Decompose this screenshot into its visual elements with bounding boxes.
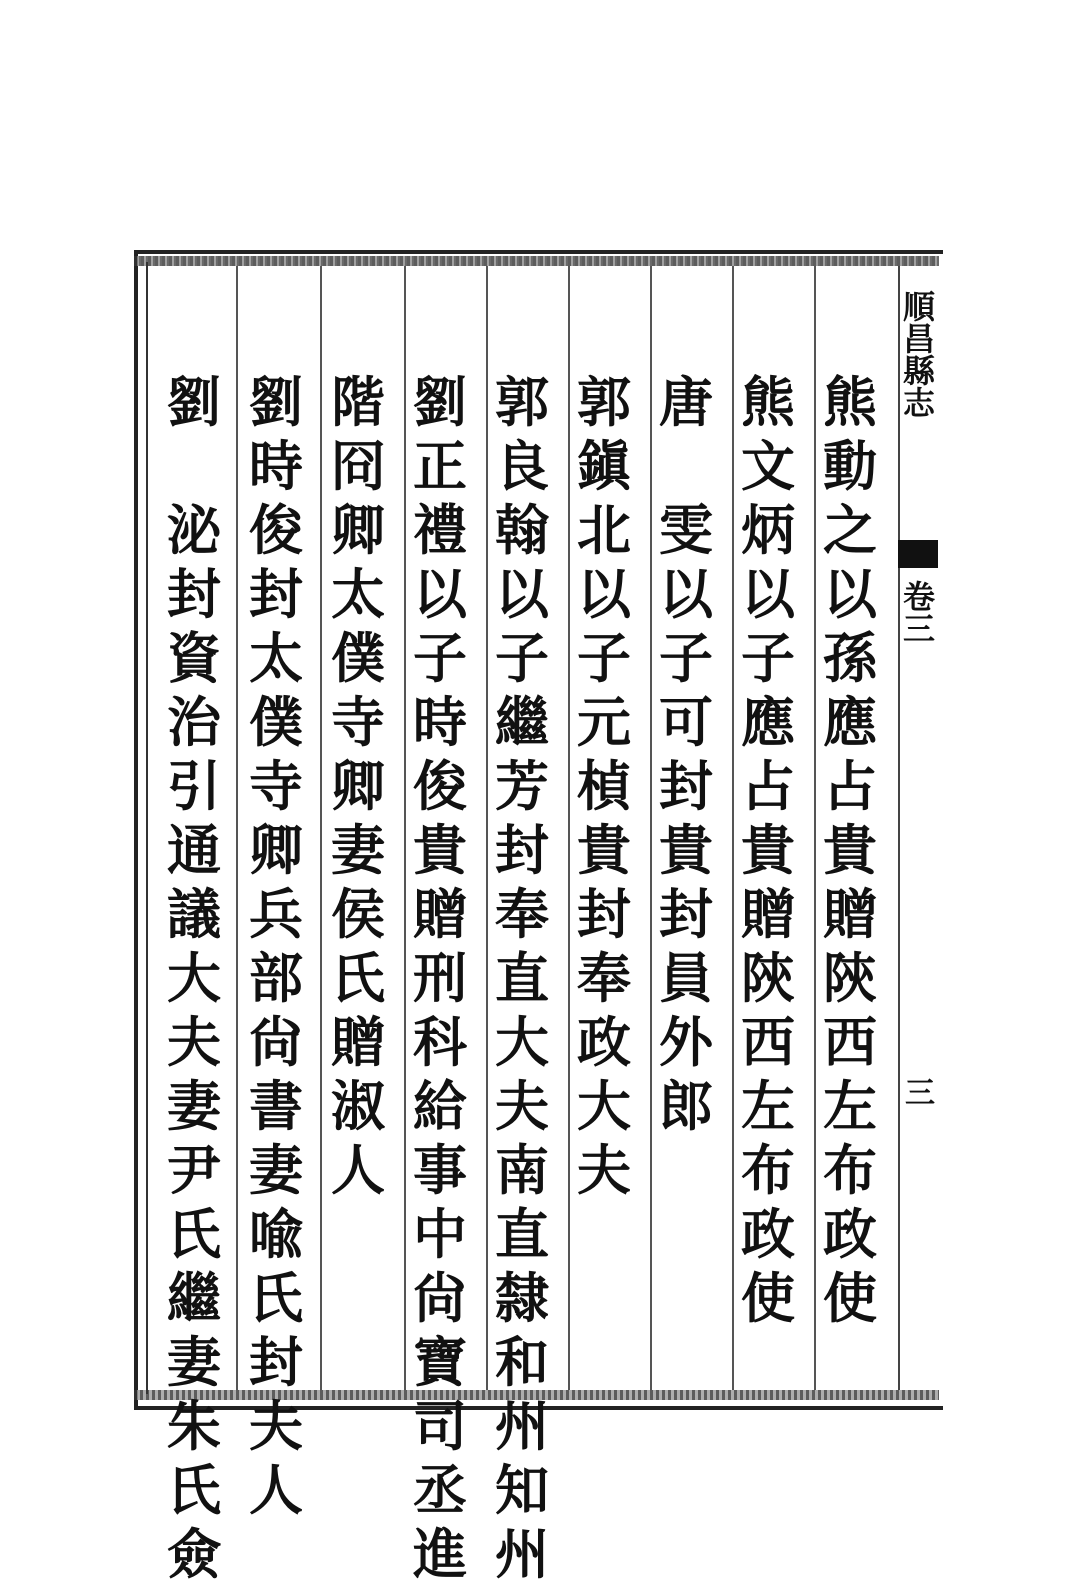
character: 以: [577, 562, 631, 626]
character: 可: [659, 690, 713, 754]
character: 贈: [823, 882, 877, 946]
character: 泌: [167, 498, 221, 562]
text-column-2: [738, 370, 798, 1330]
character: 西: [823, 1010, 877, 1074]
character: 左: [823, 1074, 877, 1138]
character: 郭: [495, 370, 549, 434]
character: 熊: [823, 370, 877, 434]
column-divider: [732, 266, 734, 1390]
character: 大: [577, 1074, 631, 1138]
character: 夫: [577, 1138, 631, 1202]
character: 文: [741, 434, 795, 498]
character: 隸: [495, 1266, 549, 1330]
character: 子: [659, 626, 713, 690]
character: 人: [331, 1138, 385, 1202]
character: 以: [741, 562, 795, 626]
fish-tail-mark: [898, 540, 938, 568]
text-column-8: [246, 370, 306, 1522]
character: 以: [659, 562, 713, 626]
character: 卿: [331, 498, 385, 562]
character: 寶: [413, 1330, 467, 1394]
frame-top-border: [134, 256, 939, 266]
character: 刑: [413, 946, 467, 1010]
character: 階: [331, 370, 385, 434]
character: 氏: [167, 1458, 221, 1522]
character: 大: [495, 1010, 549, 1074]
character: 卿: [331, 754, 385, 818]
character: 北: [577, 498, 631, 562]
character: 俊: [413, 754, 467, 818]
character: 事: [413, 1138, 467, 1202]
character: 兵: [249, 882, 303, 946]
character: 科: [413, 1010, 467, 1074]
column-divider: [650, 266, 652, 1390]
character: 太: [249, 626, 303, 690]
character: 使: [741, 1266, 795, 1330]
character: 氏: [331, 946, 385, 1010]
character: 繼: [495, 690, 549, 754]
character: 司: [413, 1394, 467, 1458]
character: 鎭: [577, 434, 631, 498]
character: 妻: [331, 818, 385, 882]
character: 夫: [167, 1010, 221, 1074]
character: 占: [741, 754, 795, 818]
character: 陝: [741, 946, 795, 1010]
character: 楨: [577, 754, 631, 818]
character: 子: [741, 626, 795, 690]
character: 劉: [413, 370, 467, 434]
text-column-6: [410, 370, 470, 1586]
character: 冏: [331, 434, 385, 498]
character: 繼: [167, 1266, 221, 1330]
character: 以: [823, 562, 877, 626]
column-divider: [236, 266, 238, 1390]
character: 良: [495, 434, 549, 498]
character: 應: [823, 690, 877, 754]
character: 人: [249, 1458, 303, 1522]
character: 貴: [413, 818, 467, 882]
character: 部: [249, 946, 303, 1010]
character: 熊: [741, 370, 795, 434]
character: 資: [167, 626, 221, 690]
character: 動: [823, 434, 877, 498]
character: 書: [249, 1074, 303, 1138]
character: 封: [249, 1330, 303, 1394]
character: 劉: [249, 370, 303, 434]
column-divider: [404, 266, 406, 1390]
character: 僕: [331, 626, 385, 690]
character: 氏: [167, 1202, 221, 1266]
text-column-5: [492, 370, 552, 1586]
character: 治: [167, 690, 221, 754]
character: 西: [741, 1010, 795, 1074]
character: 占: [823, 754, 877, 818]
character: 僕: [249, 690, 303, 754]
column-divider: [568, 266, 570, 1390]
character: 僉: [167, 1522, 221, 1586]
character: 雯: [659, 498, 713, 562]
character: 和: [495, 1330, 549, 1394]
margin-book-title: 順昌縣志: [898, 290, 936, 418]
character: 子: [495, 626, 549, 690]
character: 元: [577, 690, 631, 754]
character: 唐: [659, 370, 713, 434]
character: 布: [741, 1138, 795, 1202]
character: 封: [249, 562, 303, 626]
character: 正: [413, 434, 467, 498]
character: 喩: [249, 1202, 303, 1266]
margin-volume: 卷三: [898, 580, 936, 644]
character: 應: [741, 690, 795, 754]
character: 郭: [577, 370, 631, 434]
character: 劉: [167, 370, 221, 434]
character: 朱: [167, 1394, 221, 1458]
column-divider: [814, 266, 816, 1390]
character: 州: [495, 1394, 549, 1458]
character: 妻: [167, 1074, 221, 1138]
character: 侯: [331, 882, 385, 946]
character: 妻: [167, 1330, 221, 1394]
character: 封: [495, 818, 549, 882]
character: 氏: [249, 1266, 303, 1330]
character: 左: [741, 1074, 795, 1138]
character: 封: [659, 754, 713, 818]
column-divider: [320, 266, 322, 1390]
character: 炳: [741, 498, 795, 562]
character: 給: [413, 1074, 467, 1138]
character: 以: [413, 562, 467, 626]
character: 貴: [741, 818, 795, 882]
character: 使: [823, 1266, 877, 1330]
character: 以: [495, 562, 549, 626]
character: 時: [413, 690, 467, 754]
character: 封: [167, 562, 221, 626]
character: 奉: [577, 946, 631, 1010]
character: 知: [495, 1458, 549, 1522]
text-column-1: [820, 370, 880, 1330]
character: 布: [823, 1138, 877, 1202]
character: 尙: [413, 1266, 467, 1330]
character: 直: [495, 946, 549, 1010]
margin-strip: [898, 266, 938, 1390]
character: 貴: [823, 818, 877, 882]
character: 翰: [495, 498, 549, 562]
character: 夫: [249, 1394, 303, 1458]
character: 直: [495, 1202, 549, 1266]
character: 芳: [495, 754, 549, 818]
character: 太: [331, 562, 385, 626]
character: 卿: [249, 818, 303, 882]
character: 時: [249, 434, 303, 498]
text-column-3: [656, 370, 716, 1138]
character: 貴: [659, 818, 713, 882]
character: 員: [659, 946, 713, 1010]
character: 淑: [331, 1074, 385, 1138]
character: 寺: [331, 690, 385, 754]
character: 封: [577, 882, 631, 946]
character: 貴: [577, 818, 631, 882]
character: 寺: [249, 754, 303, 818]
character: 中: [413, 1202, 467, 1266]
character: 議: [167, 882, 221, 946]
character: 南: [495, 1138, 549, 1202]
character: 政: [741, 1202, 795, 1266]
character: 尹: [167, 1138, 221, 1202]
character: 奉: [495, 882, 549, 946]
frame-inner-left-rule: [146, 262, 148, 1394]
character: 尙: [249, 1010, 303, 1074]
character: 封: [659, 882, 713, 946]
character: 之: [823, 498, 877, 562]
character: 政: [823, 1202, 877, 1266]
character: 外: [659, 1010, 713, 1074]
character: 進: [413, 1522, 467, 1586]
text-column-9: [164, 370, 224, 1586]
character: 通: [167, 818, 221, 882]
character: 俊: [249, 498, 303, 562]
column-divider: [486, 266, 488, 1390]
character: 大: [167, 946, 221, 1010]
character: 夫: [495, 1074, 549, 1138]
character: 禮: [413, 498, 467, 562]
character: 子: [413, 626, 467, 690]
character: 引: [167, 754, 221, 818]
character: 政: [577, 1010, 631, 1074]
character: 子: [577, 626, 631, 690]
character: 州: [495, 1522, 549, 1586]
text-column-7: [328, 370, 388, 1202]
character: 妻: [249, 1138, 303, 1202]
character: 陝: [823, 946, 877, 1010]
margin-page-number: 三: [905, 1076, 935, 1111]
character: 丞: [413, 1458, 467, 1522]
character: 孫: [823, 626, 877, 690]
character: 贈: [331, 1010, 385, 1074]
character: 郎: [659, 1074, 713, 1138]
text-column-4: [574, 370, 634, 1202]
character: 贈: [413, 882, 467, 946]
character: 贈: [741, 882, 795, 946]
